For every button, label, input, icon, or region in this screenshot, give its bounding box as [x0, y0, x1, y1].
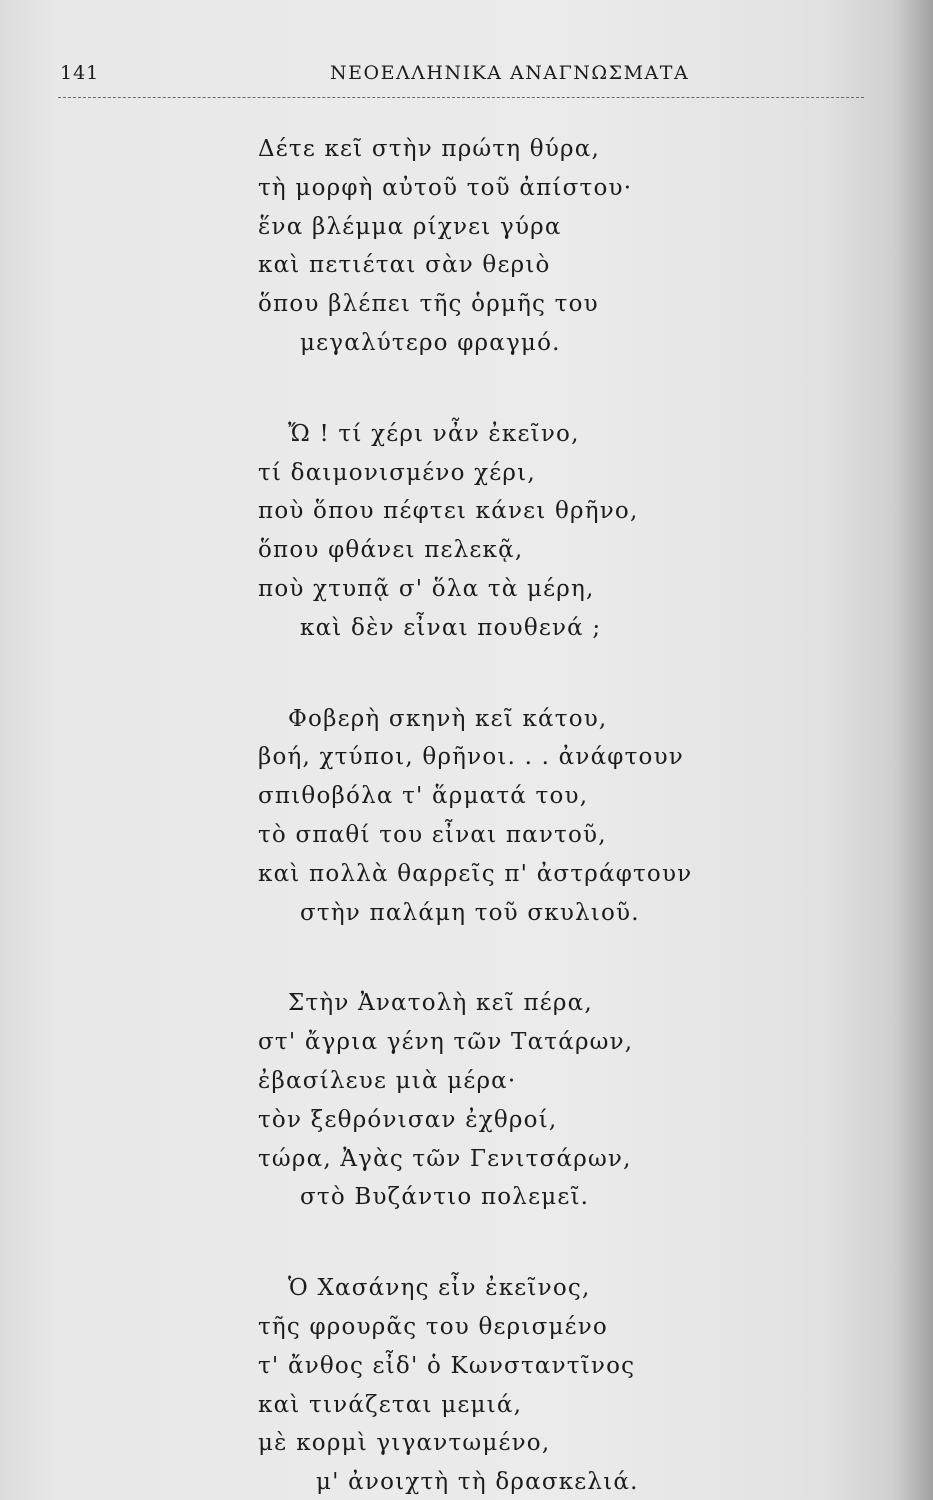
- stanza: [0, 700, 933, 933]
- verse-line: ἐβασίλευε μιὰ μέρα·: [258, 1067, 517, 1094]
- verse-line: Ὤ ! τί χέρι νἆν ἐκεῖνο,: [288, 420, 580, 447]
- verse-line: καὶ τινάζεται μεμιά,: [258, 1391, 523, 1418]
- verse-line: τ' ἄνθος εἶδ' ὁ Κωνσταντῖνος: [258, 1352, 636, 1379]
- verse-line: ὅπου βλέπει τῆς ὁρμῆς του: [258, 291, 599, 318]
- verse-line: Στὴν Ἀνατολὴ κεῖ πέρα,: [288, 990, 593, 1017]
- verse-line: μὲ κορμὶ γιγαντωμένο,: [258, 1430, 551, 1457]
- verse-line: βοή, χτύποι, θρῆνοι. . . ἀνάφτουν: [258, 744, 684, 771]
- page-header: [60, 62, 880, 98]
- verse-line: σπιθοβόλα τ' ἅρματά του,: [258, 783, 589, 810]
- stanza: [0, 984, 933, 1217]
- verse-line: καὶ πολλὰ θαρρεῖς π' ἀστράφτουν: [258, 860, 693, 887]
- running-title: ΝΕΟΕΛΛΗΝΙΚΑ ΑΝΑΓΝΩΣΜΑΤΑ: [330, 62, 690, 84]
- verse-line: μεγαλύτερο φραγμό.: [300, 329, 561, 356]
- verse-line: στ' ἄγρια γένη τῶν Τατάρων,: [258, 1029, 634, 1056]
- verse-line: στὴν παλάμη τοῦ σκυλιοῦ.: [300, 899, 640, 926]
- verse-line: τὴ μορφὴ αὐτοῦ τοῦ ἀπίστου·: [258, 174, 633, 201]
- verse-line: τὸ σπαθί του εἶναι παντοῦ,: [258, 821, 607, 848]
- verse-line: Δέτε κεῖ στὴν πρώτη θύρα,: [258, 136, 600, 162]
- page-number: 141: [60, 62, 100, 84]
- verse-line: τί δαιμονισμένο χέρι,: [258, 459, 536, 486]
- verse-line: Ὁ Χασάνης εἶν ἐκεῖνος,: [288, 1275, 591, 1302]
- verse-line: καὶ δὲν εἶναι πουθενά ;: [300, 614, 602, 641]
- verse-line: στὸ Βυζάντιο πολεμεῖ.: [300, 1184, 590, 1211]
- stanza: [0, 415, 933, 648]
- verse-line: τῆς φρουρᾶς του θερισμένο: [258, 1313, 608, 1340]
- verse-line: ἕνα βλέμμα ρίχνει γύρα: [258, 213, 562, 240]
- header-rule: [58, 97, 864, 98]
- verse-line: καὶ πετιέται σὰν θεριὸ: [258, 252, 551, 279]
- verse-line: μ' ἀνοιχτὴ τὴ δρασκελιά.: [316, 1469, 639, 1496]
- verse-line: τώρα, Ἀγὰς τῶν Γενιτσάρων,: [258, 1145, 632, 1172]
- stanza: [0, 1269, 933, 1500]
- verse-line: ποὺ χτυπᾷ σ' ὅλα τὰ μέρη,: [258, 575, 595, 602]
- stanza: [0, 130, 933, 363]
- verse-line: ποὺ ὅπου πέφτει κάνει θρῆνο,: [258, 498, 639, 525]
- verse-line: τὸν ξεθρόνισαν ἐχθροί,: [258, 1106, 558, 1133]
- verse-line: ὅπου φθάνει πελεκᾷ,: [258, 537, 524, 564]
- poem: [0, 130, 933, 1500]
- verse-line: Φοβερὴ σκηνὴ κεῖ κάτου,: [288, 705, 608, 732]
